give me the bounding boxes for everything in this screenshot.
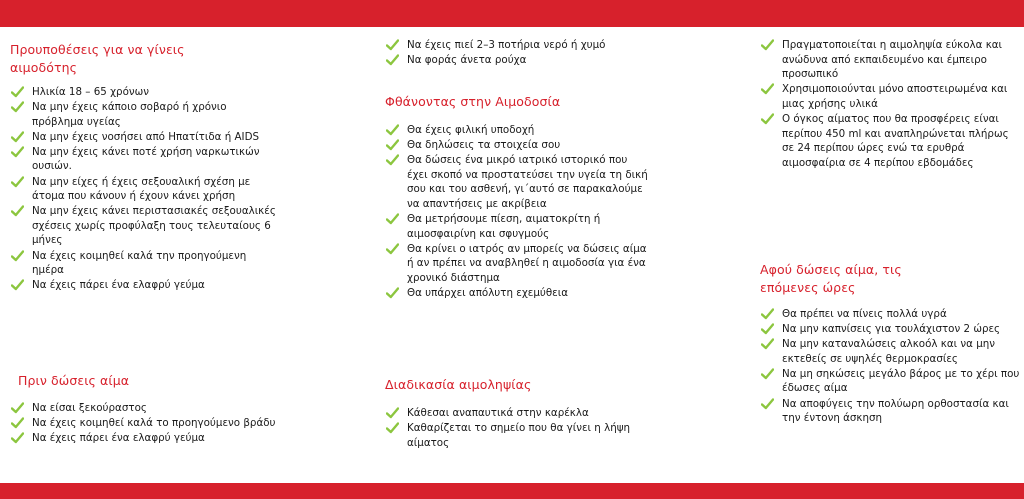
checklist bbox=[760, 38, 1022, 170]
section-continued-preparation bbox=[385, 38, 650, 68]
list-item bbox=[385, 123, 650, 138]
list-item-text: Να μην καπνίσεις για τουλάχιστον 2 ώρες bbox=[782, 323, 1001, 336]
checkmark-icon bbox=[386, 139, 399, 151]
checkmark-icon bbox=[386, 39, 399, 51]
list-item-text: Χρησιμοποιούνται μόνο αποστειρωμένα και μιας χρήσης υλικά bbox=[782, 83, 1008, 110]
list-item-text: Θα δώσεις ένα μικρό ιατρικό ιστορικό που έχει σκοπό να προστατεύσει την υγεία τη δική σου και του ασθενή, γι΄αυτό σε παρακαλούμε να απαντήσεις με ακρίβεια bbox=[407, 154, 648, 210]
list-item bbox=[385, 53, 650, 68]
list-item-text: Να μην έχεις κάνει ποτέ χρήση ναρκωτικών ουσιών. bbox=[32, 145, 260, 173]
section-blood-draw-procedure bbox=[385, 376, 650, 451]
list-item bbox=[760, 82, 1022, 111]
list-item-text: Να μην έχεις κάνει περιστασιακές σεξουαλικές σχέσεις χωρίς προφύλαξη τους τελευταίους 6 μήνες bbox=[32, 205, 276, 247]
checkmark-icon bbox=[386, 54, 399, 66]
checkmark-icon bbox=[11, 205, 24, 217]
section-donor-requirements bbox=[10, 41, 278, 293]
checkmark-icon bbox=[761, 338, 774, 350]
list-item-text: Να έχεις πάρει ένα ελαφρύ γεύμα bbox=[32, 279, 205, 292]
list-item-text: Θα μετρήσουμε πίεση, αιματοκρίτη ή αιμοσφαιρίνη και σφυγμούς bbox=[407, 213, 601, 240]
checkmark-icon bbox=[11, 402, 24, 414]
list-item bbox=[10, 249, 278, 278]
checkmark-icon bbox=[386, 243, 399, 255]
list-item bbox=[385, 138, 650, 153]
checkmark-icon bbox=[11, 432, 24, 444]
list-item bbox=[10, 204, 278, 248]
checkmark-icon bbox=[11, 417, 24, 429]
list-item bbox=[760, 397, 1022, 426]
section-arriving bbox=[385, 93, 650, 301]
list-item bbox=[760, 322, 1022, 337]
list-item bbox=[385, 286, 650, 301]
list-item bbox=[760, 112, 1022, 170]
checkmark-icon bbox=[11, 131, 24, 143]
checklist bbox=[10, 85, 278, 293]
list-item bbox=[385, 38, 650, 53]
checkmark-icon bbox=[761, 113, 774, 125]
checklist bbox=[385, 38, 650, 68]
list-item-text: Κάθεσαι αναπαυτικά στην καρέκλα bbox=[407, 407, 589, 419]
list-item bbox=[10, 416, 278, 431]
list-item-text: Να έχεις πάρει ένα ελαφρύ γεύμα bbox=[32, 432, 205, 445]
checklist bbox=[10, 401, 278, 446]
list-item-text: Να έχεις κοιμηθεί καλά το προηγούμενο βράδυ bbox=[32, 417, 276, 430]
list-item-text: Καθαρίζεται το σημείο που θα γίνει η λήψη αίματος bbox=[407, 422, 631, 449]
checkmark-icon bbox=[11, 101, 24, 113]
list-item bbox=[760, 367, 1022, 396]
list-item bbox=[385, 212, 650, 241]
list-item-text: Να μην είχες ή έχεις σεξουαλική σχέση με άτομα που κάνουν ή έχουν κάνει χρήση bbox=[32, 175, 251, 203]
list-item-text: Να αποφύγεις την πολύωρη ορθοστασία και την έντονη άσκηση bbox=[782, 397, 1009, 425]
list-item bbox=[760, 38, 1022, 82]
section-after-donation bbox=[760, 261, 1022, 426]
list-item bbox=[10, 175, 278, 204]
list-item-text: Να μην καταναλώσεις αλκοόλ και να μην εκτεθείς σε υψηλές θερμοκρασίες bbox=[782, 338, 996, 365]
list-item-text: Να έχεις κοιμηθεί καλά την προηγούμενη ημέρα bbox=[32, 249, 247, 277]
section-heading: Διαδικασία αιμοληψίας bbox=[385, 377, 532, 392]
checkmark-icon bbox=[386, 213, 399, 225]
list-item bbox=[10, 431, 278, 446]
list-item-text: Ο όγκος αίματος που θα προσφέρεις είναι περίπου 450 ml και αναπληρώνεται πλήρως σε 24 περίπου ώρες ενώ τα ερυθρά αιμοσφαίρια σε 4 περίπου εβδομάδες bbox=[782, 112, 1009, 169]
section-heading: Φθάνοντας στην Αιμοδοσία bbox=[385, 94, 561, 109]
list-item bbox=[760, 337, 1022, 366]
checkmark-icon bbox=[386, 407, 399, 419]
list-item-text: Να είσαι ξεκούραστος bbox=[32, 402, 147, 414]
list-item-text: Ηλικία 18 – 65 χρόνων bbox=[32, 86, 150, 98]
checklist bbox=[760, 307, 1022, 426]
list-item bbox=[760, 307, 1022, 322]
list-item-text: Να μην έχεις νοσήσει από Ηπατίτιδα ή AIDS bbox=[32, 130, 260, 143]
list-item-text: Να φοράς άνετα ρούχα bbox=[407, 54, 527, 67]
checkmark-icon bbox=[386, 124, 399, 136]
checkmark-icon bbox=[386, 154, 399, 166]
list-item-text: Να μην έχεις κάποιο σοβαρό ή χρόνιο πρόβλημα υγείας bbox=[32, 101, 227, 128]
checkmark-icon bbox=[11, 86, 24, 98]
list-item-text: Θα δηλώσεις τα στοιχεία σου bbox=[407, 139, 561, 152]
checkmark-icon bbox=[761, 83, 774, 95]
list-item-text: Θα υπάρχει απόλυτη εχεμύθεια bbox=[407, 287, 568, 300]
list-item bbox=[10, 145, 278, 174]
list-item bbox=[10, 278, 278, 293]
list-item bbox=[10, 100, 278, 129]
checklist bbox=[385, 406, 650, 450]
checkmark-icon bbox=[761, 323, 774, 335]
list-item bbox=[385, 242, 650, 286]
checkmark-icon bbox=[11, 250, 24, 262]
list-item bbox=[385, 406, 650, 421]
section-heading: Προυποθέσεις για να γίνεις αιμοδότης bbox=[10, 42, 185, 75]
checkmark-icon bbox=[11, 146, 24, 158]
top-red-band bbox=[0, 0, 1024, 27]
bottom-red-band bbox=[0, 483, 1024, 499]
checkmark-icon bbox=[761, 39, 774, 51]
list-item bbox=[10, 401, 278, 416]
checkmark-icon bbox=[11, 279, 24, 291]
list-item-text: Θα πρέπει να πίνεις πολλά υγρά bbox=[782, 308, 947, 320]
section-before-donation bbox=[10, 372, 278, 446]
checkmark-icon bbox=[386, 422, 399, 434]
checkmark-icon bbox=[11, 176, 24, 188]
section-heading: Πριν δώσεις αίμα bbox=[18, 373, 130, 388]
list-item bbox=[10, 85, 278, 100]
checkmark-icon bbox=[761, 398, 774, 410]
list-item bbox=[385, 421, 650, 450]
checkmark-icon bbox=[761, 308, 774, 320]
section-heading: Αφού δώσεις αίμα, τις επόμενες ώρες bbox=[760, 262, 902, 295]
list-item-text: Θα έχεις φιλική υποδοχή bbox=[407, 124, 535, 136]
section-procedure-continued bbox=[760, 38, 1022, 171]
checklist bbox=[385, 123, 650, 301]
list-item-text: Πραγματοποιείται η αιμοληψία εύκολα και ανώδυνα από εκπαιδευμένο και έμπειρο προσωπικό bbox=[782, 39, 1003, 81]
checkmark-icon bbox=[761, 368, 774, 380]
list-item bbox=[10, 130, 278, 145]
list-item-text: Να μη σηκώσεις μεγάλο βάρος με το χέρι που έδωσες αίμα bbox=[782, 367, 1020, 395]
list-item-text: Θα κρίνει ο ιατρός αν μπορείς να δώσεις αίμα ή αν πρέπει να αναβληθεί η αιμοδοσία για ένα χρονικό διάστημα bbox=[407, 242, 647, 284]
list-item-text: Να έχεις πιεί 2–3 ποτήρια νερό ή χυμό bbox=[407, 39, 606, 51]
checkmark-icon bbox=[386, 287, 399, 299]
list-item bbox=[385, 153, 650, 211]
